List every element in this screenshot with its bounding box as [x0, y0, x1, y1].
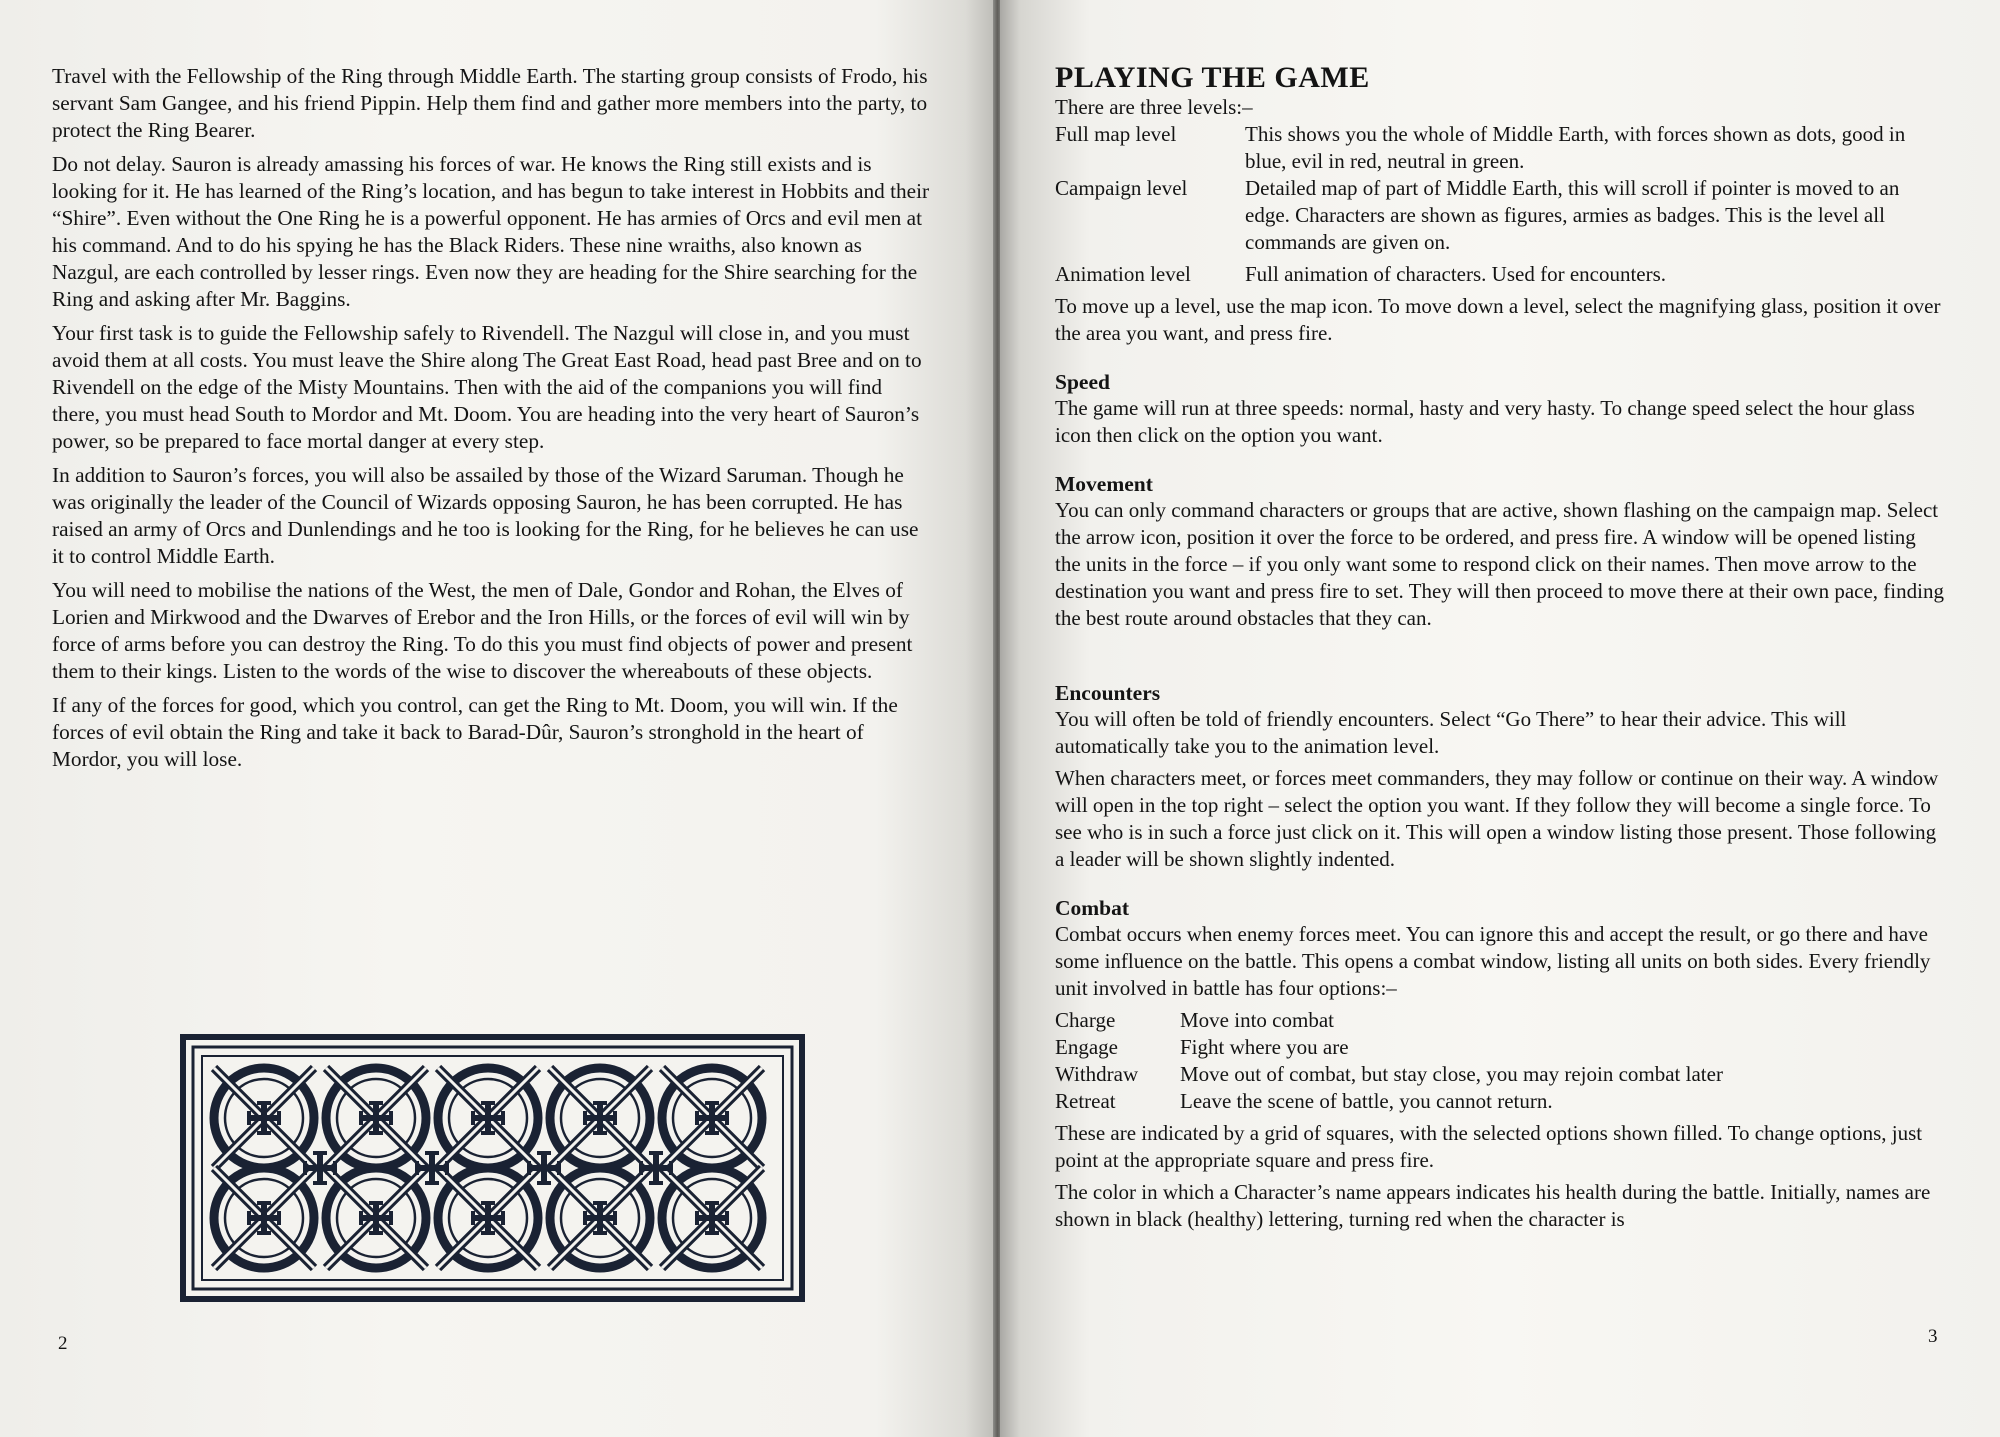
left-paragraph-5: You will need to mobilise the nations of the West, the men of Dale, Gondor and Rohan, the Elves of Lorien and Mirkwood and the Dwarves of Erebor and the Iron Hills, or the forces of evil will win by force of arms before you can destroy the Ring. To do this you must find objects of power and present them to their kings. Listen to the words of the wise to discover the whereabouts of these objects.	[52, 578, 913, 683]
level-row	[1055, 256, 1945, 288]
speed-text: The game will run at three speeds: normal, hasty and very hasty. To change speed select the hour glass icon then click on the option you want.	[1055, 396, 1915, 447]
level-term: Animation level	[1055, 262, 1191, 286]
level-row	[1055, 175, 1945, 256]
combat-option-term: Retreat	[1055, 1089, 1116, 1113]
movement-text: You can only command characters or groups that are active, shown flashing on the campaign map. Select the arrow icon, position it over the force to be ordered, and press fire. A window will be opened listing the units in the force – if you only want some to respond click on their names. Then move arrow to the destination you want and press fire to set. They will then proceed to move there at their own pace, finding the best route around obstacles that they can.	[1055, 498, 1944, 630]
combat-options-table	[1055, 1007, 1723, 1115]
combat-paragraph-1: These are indicated by a grid of squares, with the selected options shown filled. To change options, just point at the appropriate square and press fire.	[1055, 1121, 1923, 1172]
combat-option-term: Charge	[1055, 1008, 1116, 1032]
level-desc: Full animation of characters. Used for encounters.	[1245, 262, 1667, 286]
level-term: Full map level	[1055, 122, 1177, 146]
combat-option-row	[1055, 1007, 1723, 1034]
combat-option-row	[1055, 1034, 1723, 1061]
encounters-paragraph-1: You will often be told of friendly encounters. Select “Go There” to hear their advice. This will automatically take you to the animation level.	[1055, 707, 1847, 758]
combat-option-desc: Move into combat	[1180, 1008, 1334, 1032]
combat-option-desc: Fight where you are	[1180, 1035, 1349, 1059]
levels-note: To move up a level, use the map icon. To move down a level, select the magnifying glass, position it over the area you want, and press fire.	[1055, 294, 1941, 345]
levels-table	[1055, 121, 1945, 288]
page-number-right: 3	[1928, 1326, 1938, 1347]
levels-intro: There are three levels:–	[1055, 95, 1253, 119]
left-paragraph-6: If any of the forces for good, which you control, can get the Ring to Mt. Doom, you will win. If the forces of evil obtain the Ring and take it back to Barad-Dûr, Sauron’s stronghold in the heart of Mordor, you will lose.	[52, 693, 898, 771]
level-term: Campaign level	[1055, 176, 1188, 200]
combat-intro: Combat occurs when enemy forces meet. You can ignore this and accept the result, or go there and have some influence on the battle. This opens a combat window, listing all units on both sides. Every friendly unit involved in battle has four options:–	[1055, 922, 1931, 1000]
left-page	[0, 0, 995, 1437]
right-page-text	[1055, 62, 1945, 1238]
combat-option-row	[1055, 1061, 1723, 1088]
page-number-left: 2	[58, 1333, 68, 1354]
left-paragraph-3: Your first task is to guide the Fellowship safely to Rivendell. The Nazgul will close in, and you must avoid them at all costs. You must leave the Shire along The Great East Road, head past Bree and on to Rivendell on the edge of the Misty Mountains. Then with the aid of the companions you will find there, you must head South to Mordor and Mt. Doom. You are heading into the very heart of Sauron’s power, so be prepared to face mortal danger at every step.	[52, 321, 922, 453]
encounters-heading: Encounters	[1055, 681, 1161, 705]
right-page	[1000, 0, 2000, 1437]
combat-heading: Combat	[1055, 896, 1130, 920]
combat-option-row	[1055, 1088, 1723, 1115]
combat-option-desc: Leave the scene of battle, you cannot return.	[1180, 1089, 1553, 1113]
left-page-text	[52, 63, 932, 780]
encounters-paragraph-2: When characters meet, or forces meet commanders, they may follow or continue on their way. A window will open in the top right – select the option you want. If they follow they will become a single force. To see who is in such a force just click on it. This will open a window listing those present. Those following a leader will be shown slightly indented.	[1055, 766, 1939, 871]
left-paragraph-4: In addition to Sauron’s forces, you will also be assailed by those of the Wizard Saruman. Though he was originally the leader of the Council of Wizards opposing Sauron, he has been corrupted. He has raised an army of Orcs and Dunlendings and he too is looking for the Ring, for he believes he can use it to control Middle Earth.	[52, 463, 919, 568]
celtic-knot-illustration	[180, 1034, 805, 1302]
level-desc: Detailed map of part of Middle Earth, this will scroll if pointer is moved to an edge. Characters are shown as figures, armies as badges. This is the level all commands are given on.	[1245, 176, 1900, 254]
movement-heading: Movement	[1055, 472, 1153, 496]
level-row	[1055, 121, 1945, 175]
left-paragraph-2: Do not delay. Sauron is already amassing his forces of war. He knows the Ring still exists and is looking for it. He has learned of the Ring’s location, and has begun to take interest in Hobbits and their “Shire”. Even without the One Ring he is a powerful opponent. He has armies of Orcs and evil men at his command. And to do his spying he has the Black Riders. These nine wraiths, also known as Nazgul, are each controlled by lesser rings. Even now they are heading for the Shire searching for the Ring and asking after Mr. Baggins.	[52, 152, 930, 311]
section-title: PLAYING THE GAME	[1055, 61, 1370, 94]
combat-paragraph-2: The color in which a Character’s name appears indicates his health during the battle. Initially, names are shown in black (healthy) lettering, turning red when the character is	[1055, 1180, 1931, 1231]
combat-option-desc: Move out of combat, but stay close, you may rejoin combat later	[1180, 1062, 1723, 1086]
left-paragraph-1: Travel with the Fellowship of the Ring through Middle Earth. The starting group consists of Frodo, his servant Sam Gangee, and his friend Pippin. Help them find and gather more members into the party, to protect the Ring Bearer.	[52, 64, 928, 142]
level-desc: This shows you the whole of Middle Earth, with forces shown as dots, good in blue, evil in red, neutral in green.	[1245, 122, 1906, 173]
combat-option-term: Withdraw	[1055, 1062, 1139, 1086]
combat-option-term: Engage	[1055, 1035, 1118, 1059]
speed-heading: Speed	[1055, 370, 1110, 394]
